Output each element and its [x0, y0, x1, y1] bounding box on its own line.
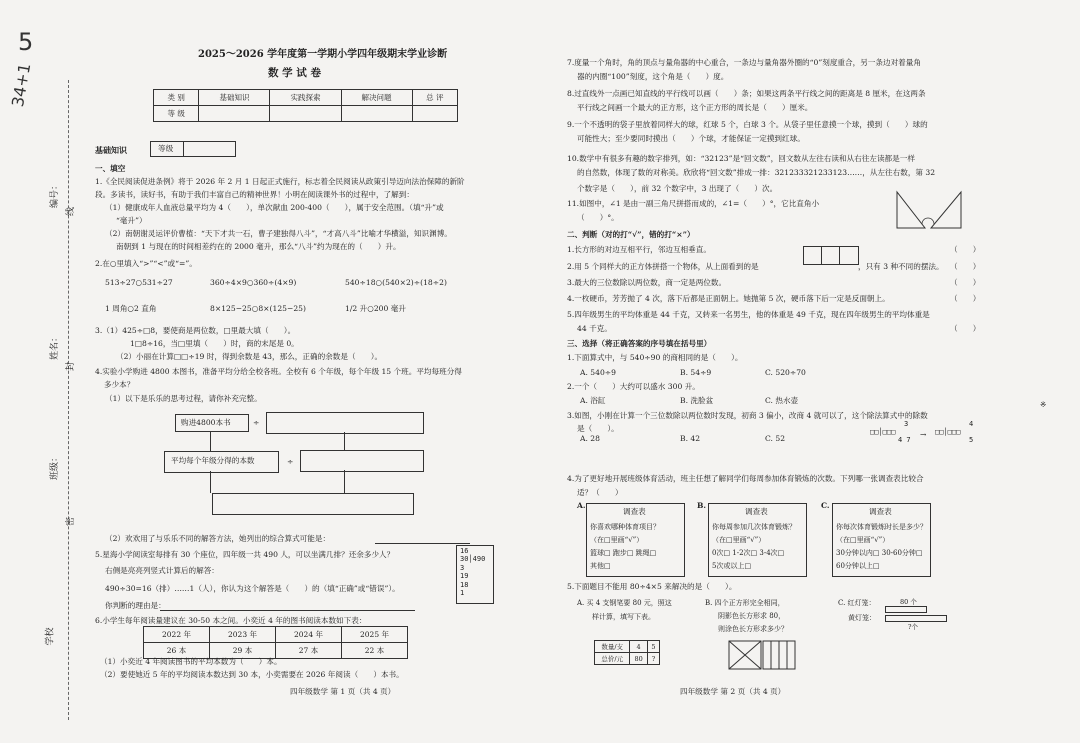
choice-option[interactable]: B. 洗脸盆 — [680, 396, 714, 405]
exam-title: 2025～2026 学年度第一学期小学四年级期末学业诊断 — [198, 49, 448, 60]
price-cell: 5 — [647, 641, 659, 653]
score-cell[interactable] — [270, 106, 341, 122]
division-figure-line: 4 7 — [898, 436, 911, 444]
score-cell: 基础知识 — [199, 90, 270, 106]
judge-paren[interactable]: （ ） — [950, 324, 981, 333]
card-hint: （在□里画“√”） — [712, 536, 766, 544]
judge-item: ，只有 3 种不同的摆法。 — [858, 262, 944, 271]
price-table — [594, 640, 660, 665]
question-text: 你判断的理由是： — [105, 601, 166, 610]
card-options: 篮球□ 跑步□ 跳绳□ — [590, 549, 657, 557]
division-line: 1 — [460, 589, 465, 598]
choice-question: 1.下面算式中，与 540÷90 的商相同的是（ ）。 — [567, 353, 743, 362]
question-text: （1）小奕近 4 年阅读图书的平均本数为（ ）本。 — [100, 657, 282, 666]
section-fill-heading: 一、填空 — [95, 164, 126, 173]
question-text: 器的内圈“100”刻度，这个角是（ ）度。 — [577, 72, 729, 81]
question-text: （1）以下是乐乐的思考过程，请你补充完整。 — [105, 394, 262, 403]
question-text: 11.如图中，∠1 是由一副三角尺拼搭而成的，∠1=（ ）°，它比直角小 — [567, 199, 820, 208]
card-hint: （在□里画“√”） — [836, 536, 890, 544]
triangle-ruler-left — [897, 192, 925, 228]
flow-answer-box[interactable] — [300, 450, 424, 472]
cut-mark-line: 线 — [66, 206, 77, 217]
question-text: （ ）°。 — [577, 213, 619, 222]
option-c-text[interactable]: C. 红灯笼： — [838, 599, 876, 607]
triangle-rulers-figure — [895, 190, 963, 230]
card-hint: （在□里画“√”） — [590, 536, 644, 544]
division-figure-b — [935, 420, 973, 444]
flow-connector — [210, 471, 211, 493]
compare-item: 540÷18○(540×2)÷(18÷2) — [345, 278, 447, 287]
division-figure-line: 3 — [904, 420, 909, 428]
flow-operator: ÷ — [253, 418, 260, 427]
card-title: 调查表 — [869, 507, 892, 516]
handwritten-mark-mid: 34+1 — [8, 61, 35, 109]
card-question: 你每次体育锻炼时长是多少？ — [836, 523, 927, 531]
flow-operator: ÷ — [287, 457, 294, 466]
yellow-lantern-bar — [885, 615, 947, 622]
cut-mark-seal: 封 — [66, 361, 77, 372]
question-text: 2.在○里填入“>”“<”或“=”。 — [95, 259, 197, 268]
question-text: 南朝到 1 与现在的时间相差约在的 2000 毫升，那么“八斗”约为现在的（ ）升。 — [116, 242, 401, 251]
card-title: 调查表 — [745, 507, 768, 516]
judge-paren[interactable]: （ ） — [950, 278, 981, 287]
answer-line[interactable] — [375, 543, 470, 544]
card-tag: A. — [577, 501, 586, 510]
compare-item: 1/2 升○200 毫升 — [345, 304, 406, 313]
flow-connector — [210, 432, 211, 451]
reading-year: 2024 年 — [276, 627, 342, 643]
triangle-ruler-right — [931, 192, 961, 228]
price-cell: 80 — [630, 653, 648, 665]
question-text: （2）要使她近 5 年的平均阅读本数达到 30 本，小奕需要在 2026 年阅读（ ）本书。 — [100, 670, 404, 679]
judge-paren[interactable]: （ ） — [950, 262, 981, 271]
survey-card-c[interactable] — [832, 503, 931, 577]
flow-connector — [344, 432, 345, 450]
division-figure-line: □□│□□□ — [870, 428, 896, 436]
card-question: 你每周参加几次体育锻炼？ — [712, 523, 796, 531]
choice-option[interactable]: C. 520÷70 — [765, 368, 806, 377]
number-label: 编号： — [50, 180, 61, 209]
option-c-question: ?个 — [908, 623, 918, 631]
question-text: （2）欢欢用了与乐乐不同的解答方法，她列出的综合算式可能是： — [105, 534, 331, 543]
score-cell: 等 级 — [154, 106, 199, 122]
handwritten-mark-top: 5 — [18, 28, 34, 56]
choice-option[interactable]: A. 浴缸 — [580, 396, 606, 405]
card-title: 调查表 — [623, 507, 646, 516]
choice-option[interactable]: A. 540÷9 — [580, 368, 616, 377]
cut-mark-secret: 密 — [66, 516, 77, 527]
score-cell[interactable] — [412, 106, 457, 122]
price-cell: 总价/元 — [595, 653, 630, 665]
score-cell[interactable] — [341, 106, 412, 122]
price-cell: ? — [647, 653, 659, 665]
division-line: 3 — [460, 563, 465, 572]
question-text: 可能性大；至少要同时摸出（ ）个球，才能保证一定摸到红球。 — [577, 134, 805, 143]
grade-label: 等级 — [158, 144, 174, 153]
reading-year: 2022 年 — [144, 627, 210, 643]
option-c-value: 80 个 — [900, 598, 917, 606]
choice-question: 5.下面题目不能用 80÷4×5 来解决的是（ ）。 — [567, 582, 737, 591]
question-text: 4.实验小学购进 4800 本图书，准备平均分给全校各班。全校有 6 个年级，每个年级 15 个班。平均每班分得 — [95, 367, 462, 376]
question-text: 5.星海小学阅读室每排有 30 个座位，四年级一共 490 人，可以坐满几排？还余多少人？ — [95, 550, 395, 559]
division-line: 16 — [460, 547, 469, 555]
division-line: 30│490 — [460, 555, 486, 564]
question-text: 1.《全民阅读促进条例》将于 2026 年 2 月 1 日起正式施行，标志着全民阅读从政策引导迈向法治保障的新阶 — [95, 177, 465, 186]
compare-item: 1 周角○2 直角 — [105, 304, 157, 313]
question-text: 1□8÷16，当□里填（ ）时，商的末尾是 0。 — [130, 339, 299, 348]
reading-count: 26 本 — [144, 643, 210, 659]
cube-divider — [821, 246, 822, 265]
question-text: 9.一个不透明的袋子里放着同样大的球，红球 5 个，白球 3 个。从袋子里任意摸一个球，摸到（ ）球的 — [567, 120, 928, 129]
question-text: 平行线之间画一个最大的正方形，这个正方形的周长是（ ）厘米。 — [577, 103, 813, 112]
angle-arc — [922, 218, 934, 224]
flow-answer-box[interactable] — [266, 412, 424, 434]
score-cell: 解决问题 — [341, 90, 412, 106]
long-division-work — [456, 545, 494, 604]
division-arrow: → — [920, 430, 927, 439]
choice-option[interactable]: B. 42 — [680, 434, 701, 443]
judge-item: 5.四年级男生的平均体重是 44 千克，又转来一名男生，他的体重是 49 千克，现在四年级男生的平均体重是 — [567, 310, 930, 319]
option-b-text: 则涂色长方形求多少？ — [718, 625, 788, 633]
question-text: （1）健康成年人血液总量平均为 4（ ），单次献血 200-400（ ），属于安全范围。（填“升”或 — [105, 203, 444, 212]
page-footer: 四年级数学 第 1 页（共 4 页） — [290, 687, 396, 696]
school-label: 学校 — [45, 627, 56, 646]
judge-item: 4.一枚硬币，芳芳抛了 4 次，落下后都是正面朝上。她抛第 5 次，硬币落下后一定是反面朝上。 — [567, 294, 890, 303]
question-text: 6.小学生每年阅读量建议在 30-50 本之间。小奕近 4 年的图书阅读本数如下表： — [95, 616, 367, 625]
question-text: （2）南朝谢灵运评价曹植：“天下才共一石，曹子建独得八斗”，“才高八斗”比喻才华横溢，知识渊博。 — [105, 229, 452, 238]
question-text: 7.度量一个角时，角的顶点与量角器的中心重合，一条边与量角器外圈的“0”刻度重合，另一条边对着量角 — [567, 58, 921, 67]
choice-question: 4.为了更好地开展班级体育活动，班主任想了解同学们每周参加体育锻炼的次数。下列哪一张调查表比较合 — [567, 474, 924, 483]
compare-item: 8×125−25○8×(125−25) — [210, 304, 306, 313]
option-a-text: 样计算，填写下表。 — [592, 613, 655, 621]
choice-option[interactable]: C. 热水壶 — [765, 396, 799, 405]
reading-count: 29 本 — [210, 643, 276, 659]
question-text: 个数字是（ ），前 32 个数字中，3 出现了（ ）次。 — [577, 184, 778, 193]
flow-box-books-label: 购进4800本书 — [181, 418, 231, 427]
question-text: 490÷30=16（排）……1（人），你认为这个解答是（ ）的（填“正确”或“错误”）。 — [105, 584, 400, 593]
judge-item: 2.用 5 个同样大的正方体拼搭一个物体，从上面看到的是 — [567, 262, 759, 271]
question-text: 段。多读书，读好书，有助于我们丰富自己的精神世界！小明在阅读课外书的过程中，了解到： — [95, 190, 414, 199]
card-options: 其他□ — [590, 562, 611, 570]
choice-question: 是（ ）。 — [577, 424, 619, 433]
flow-connector — [344, 470, 345, 493]
section-judge-heading: 二、判断（对的打“√”，错的打“×”） — [567, 230, 695, 239]
red-lantern-bar — [885, 606, 927, 613]
card-options: 5次或以上□ — [712, 562, 752, 570]
grade-box-divider — [183, 141, 184, 157]
reading-year: 2023 年 — [210, 627, 276, 643]
division-line: 18 — [460, 580, 469, 589]
division-figure-line: □□│□□□ — [935, 428, 961, 436]
page-footer: 四年级数学 第 2 页（共 4 页） — [680, 687, 786, 696]
judge-item: 3.最大的三位数除以两位数，商一定是两位数。 — [567, 278, 727, 287]
side-mark: ※ — [1040, 400, 1047, 409]
question-text: “毫升”） — [116, 216, 147, 225]
option-c-text: 黄灯笼： — [848, 614, 876, 622]
option-a-text[interactable]: A. 买 4 支钢笔要 80 元，照这 — [577, 599, 672, 607]
cube-top-view — [803, 246, 859, 265]
card-tag: C. — [821, 501, 830, 510]
name-label: 姓名： — [50, 332, 61, 361]
question-text: 10.数学中有很多有趣的数字排列，如：“32123”是“回文数”，回文数从左往右读和从右往左读都是一样 — [567, 154, 915, 163]
question-text: 3.（1）425÷□8，要使商是两位数，□里最大填（ ）。 — [95, 326, 296, 335]
division-figure-line: 4 — [969, 420, 974, 428]
compare-item: 360÷4×9○360÷(4×9) — [210, 278, 297, 287]
judge-paren[interactable]: （ ） — [950, 245, 981, 254]
choice-option[interactable]: A. 28 — [580, 434, 600, 443]
squares-figure — [728, 640, 796, 670]
question-text: 右侧是亮亮列竖式计算后的解答： — [105, 566, 219, 575]
price-cell: 数量/支 — [595, 641, 630, 653]
score-cell[interactable] — [199, 106, 270, 122]
price-cell: 4 — [630, 641, 648, 653]
cube-divider — [839, 246, 840, 265]
choice-question: 2.一个（ ）大约可以盛水 300 升。 — [567, 382, 700, 391]
flow-box-per-grade-label: 平均每个年级分得的本数 — [171, 456, 255, 465]
option-b-text[interactable]: B. 四个正方形完全相同， — [705, 599, 785, 607]
survey-card-b[interactable] — [708, 503, 807, 577]
reading-count: 27 本 — [276, 643, 342, 659]
score-cell: 实践探索 — [270, 90, 341, 106]
question-text: 多少本？ — [104, 380, 135, 389]
class-label: 班级： — [50, 452, 61, 481]
reading-year: 2025 年 — [342, 627, 408, 643]
card-question: 你喜欢哪种体育项目？ — [590, 523, 660, 531]
exam-subtitle: 数 学 试 卷 — [268, 67, 321, 79]
division-figure-line: 5 — [969, 436, 974, 444]
judge-paren[interactable]: （ ） — [950, 294, 981, 303]
flow-answer-box[interactable] — [212, 493, 414, 515]
choice-question: 3.如图，小刚在计算一个三位数除以两位数时发现，初商 3 偏小，改商 4 就可以了，这个除法算式中的除数 — [567, 411, 928, 420]
choice-option[interactable]: C. 52 — [765, 434, 786, 443]
binding-line — [68, 80, 69, 720]
section-choice-heading: 三、选择（将正确答案的序号填在括号里） — [567, 339, 712, 348]
question-text: （2）小丽在计算□□÷19 时，得到余数是 43，那么，正确的余数是（ ）。 — [116, 352, 383, 361]
reading-count: 22 本 — [342, 643, 408, 659]
judge-item: 44 千克。 — [577, 324, 612, 333]
question-text: 8.过直线外一点画已知直线的平行线可以画（ ）条；如果这两条平行线之间的距离是 8 厘米，在这两条 — [567, 89, 926, 98]
reading-table — [143, 626, 408, 659]
score-table — [153, 89, 458, 122]
question-text: 的自然数，体现了数的对称美。欣欣将“回文数”排成一排：321233321233123……，从左往右数，第 32 — [577, 168, 936, 177]
score-cell: 总 评 — [412, 90, 457, 106]
division-line: 19 — [460, 572, 469, 581]
division-figure-a — [870, 420, 911, 444]
compare-item: 513÷27○531÷27 — [105, 278, 173, 287]
basics-label: 基础知识 — [95, 145, 127, 155]
card-options: 60分钟以上□ — [836, 562, 880, 570]
survey-card-a[interactable] — [586, 503, 685, 577]
card-options: 0次□ 1-2次□ 3-4次□ — [712, 549, 785, 557]
judge-item: 1.长方形的对边互相平行，邻边互相垂直。 — [567, 245, 711, 254]
choice-option[interactable]: B. 54÷9 — [680, 368, 712, 377]
choice-question: 适？（ ） — [577, 488, 623, 497]
answer-line[interactable] — [160, 610, 415, 611]
option-b-text: 阴影色长方形求 80， — [718, 612, 786, 620]
card-options: 30分钟以内□ 30-60分钟□ — [836, 549, 923, 557]
card-tag: B. — [697, 501, 707, 510]
score-cell: 类 别 — [154, 90, 199, 106]
